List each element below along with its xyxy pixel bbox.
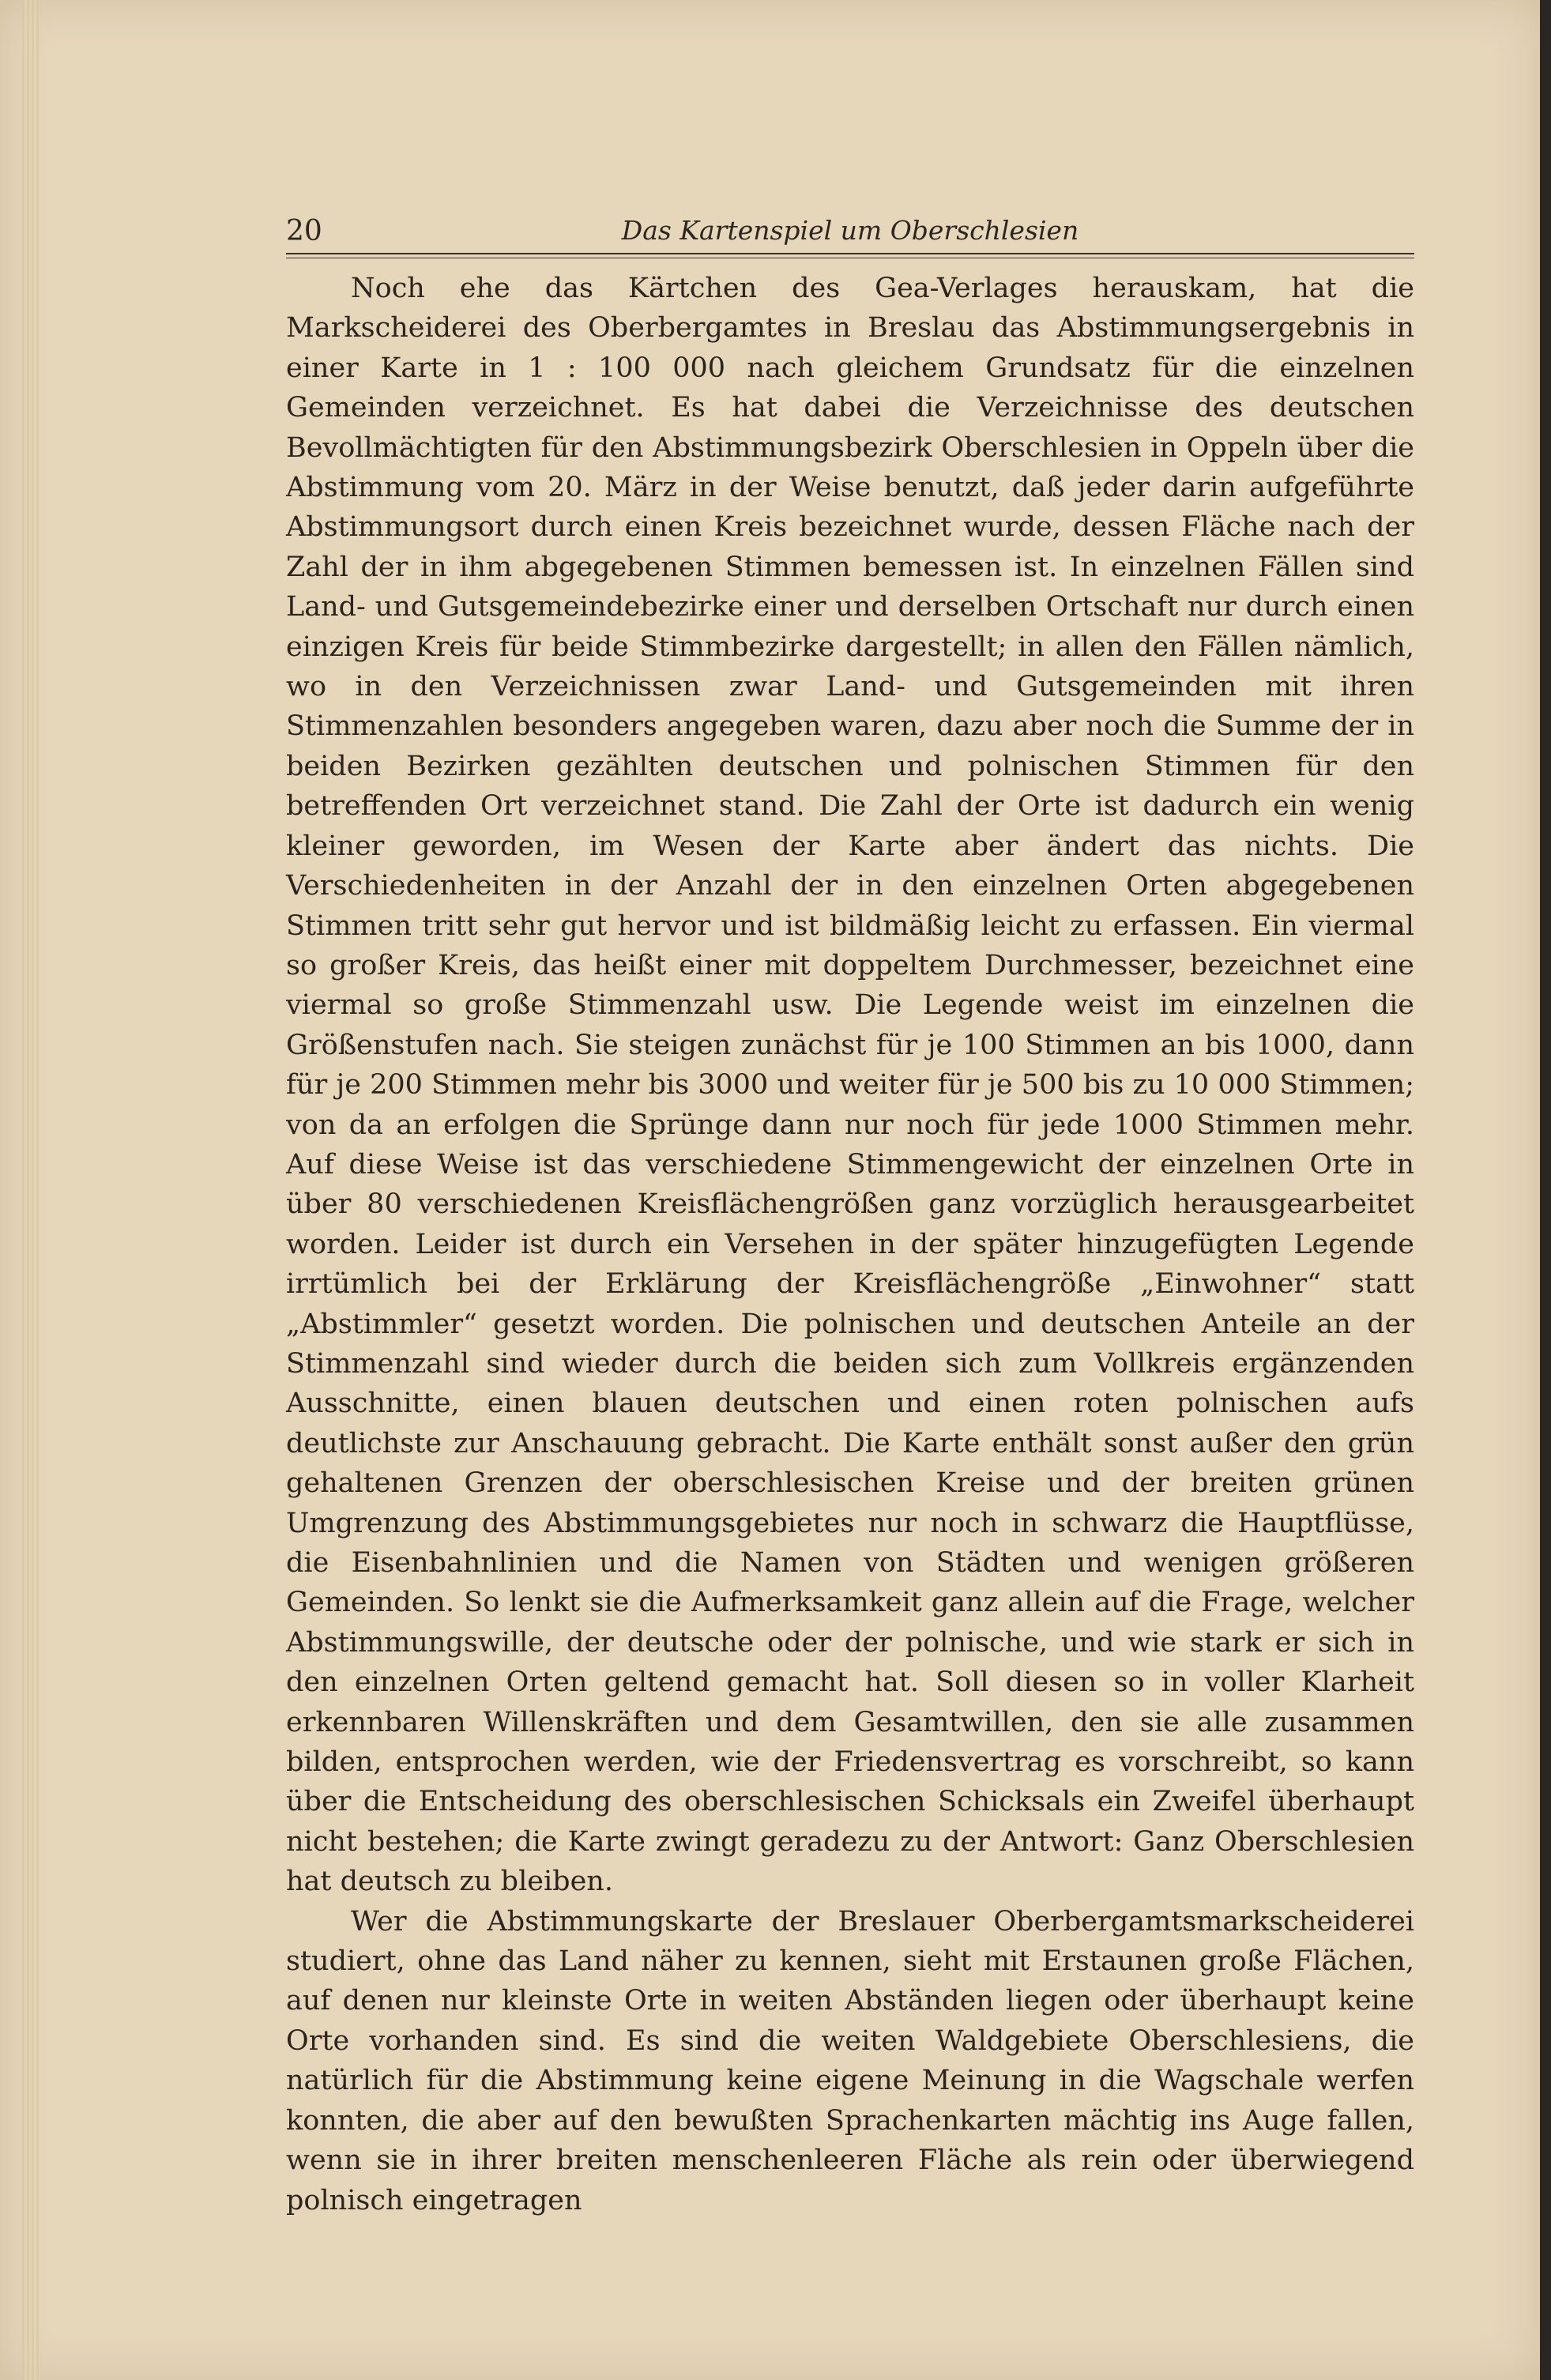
- scan-background-edge: [1540, 0, 1551, 2380]
- body-text: [286, 269, 1414, 2220]
- page-number: 20: [286, 215, 322, 247]
- header-rule: [286, 253, 1414, 258]
- page-edge-lines: [22, 0, 40, 2380]
- running-header: [286, 212, 1414, 256]
- running-title: Das Kartenspiel um Oberschlesien: [621, 215, 1079, 246]
- paragraph-1: Noch ehe das Kärtchen des Gea-Verlages herauskam, hat die Markscheiderei des Oberbergamtes in Breslau das Abstimmungsergebnis in einer Karte in 1 : 100 000 nach gleichem Grundsatz für die einzelnen Gemeinden verzeichnet. Es hat dabei die Verzeichnisse des deutschen Bevollmächtigten für den Abstimmungsbezirk Oberschlesien in Oppeln über die Abstimmung vom 20. März in der Weise benutzt, daß jeder darin aufgeführte Abstimmungsort durch einen Kreis bezeichnet wurde, dessen Fläche nach der Zahl der in ihm abgegebenen Stimmen bemessen ist. In einzelnen Fällen sind Land- und Gutsgemeindebezirke einer und derselben Ortschaft nur durch einen einzigen Kreis für beide Stimmbezirke dargestellt; in allen den Fällen nämlich, wo in den Verzeichnissen zwar Land- und Gutsgemeinden mit ihren Stimmenzahlen besonders angegeben waren, dazu aber noch die Summe der in beiden Bezirken gezählten deutschen und polnischen Stimmen für den betreffenden Ort verzeichnet stand. Die Zahl der Orte ist dadurch ein wenig kleiner geworden, im Wesen der Karte aber ändert das nichts. Die Verschiedenheiten in der Anzahl der in den einzelnen Orten abgegebenen Stimmen tritt sehr gut hervor und ist bildmäßig leicht zu erfassen. Ein viermal so großer Kreis, das heißt einer mit doppeltem Durchmesser, bezeichnet eine viermal so große Stimmenzahl usw. Die Legende weist im einzelnen die Größenstufen nach. Sie steigen zunächst für je 100 Stimmen an bis 1000, dann für je 200 Stimmen mehr bis 3000 und weiter für je 500 bis zu 10 000 Stimmen; von da an erfolgen die Sprünge dann nur noch für jede 1000 Stimmen mehr. Auf diese Weise ist das verschiedene Stimmengewicht der einzelnen Orte in über 80 verschiedenen Kreisflächengrößen ganz vorzüglich herausgearbeitet worden. Leider ist durch ein Versehen in der später hinzugefügten Legende irrtümlich bei der Erklärung der Kreisflächengröße „Einwohner“ statt „Abstimmler“ gesetzt worden. Die polnischen und deutschen Anteile an der Stimmenzahl sind wieder durch die beiden sich zum Vollkreis ergänzenden Ausschnitte, einen blauen deutschen und einen roten polnischen aufs deutlichste zur Anschauung gebracht. Die Karte enthält sonst außer den grün gehaltenen Grenzen der oberschlesischen Kreise und der breiten grünen Umgrenzung des Abstimmungsgebietes nur noch in schwarz die Hauptflüsse, die Eisenbahnlinien und die Namen von Städten und wenigen größeren Gemeinden. So lenkt sie die Aufmerksamkeit ganz allein auf die Frage, welcher Abstimmungswille, der deutsche oder der polnische, und wie stark er sich in den einzelnen Orten geltend gemacht hat. Soll diesen so in voller Klarheit erkennbaren Willenskräften und dem Gesamtwillen, den sie alle zusammen bilden, entsprochen werden, wie der Friedensvertrag es vorschreibt, so kann über die Entscheidung des oberschlesischen Schicksals ein Zweifel überhaupt nicht bestehen; die Karte zwingt geradezu zu der Antwort: Ganz Oberschlesien hat deutsch zu bleiben.: [286, 273, 1414, 1898]
- paragraph-2: Wer die Abstimmungskarte der Breslauer Oberbergamtsmarkscheiderei studiert, ohne das Land näher zu kennen, sieht mit Erstaunen große Flächen, auf denen nur kleinste Orte in weiten Abständen liegen oder überhaupt keine Orte vorhanden sind. Es sind die weiten Waldgebiete Oberschlesiens, die natürlich für die Abstimmung keine eigene Meinung in die Wagschale werfen konnten, die aber auf den bewußten Sprachenkarten mächtig ins Auge fallen, wenn sie in ihrer breiten menschenleeren Fläche als rein oder überwiegend polnisch eingetragen: [286, 1905, 1414, 2216]
